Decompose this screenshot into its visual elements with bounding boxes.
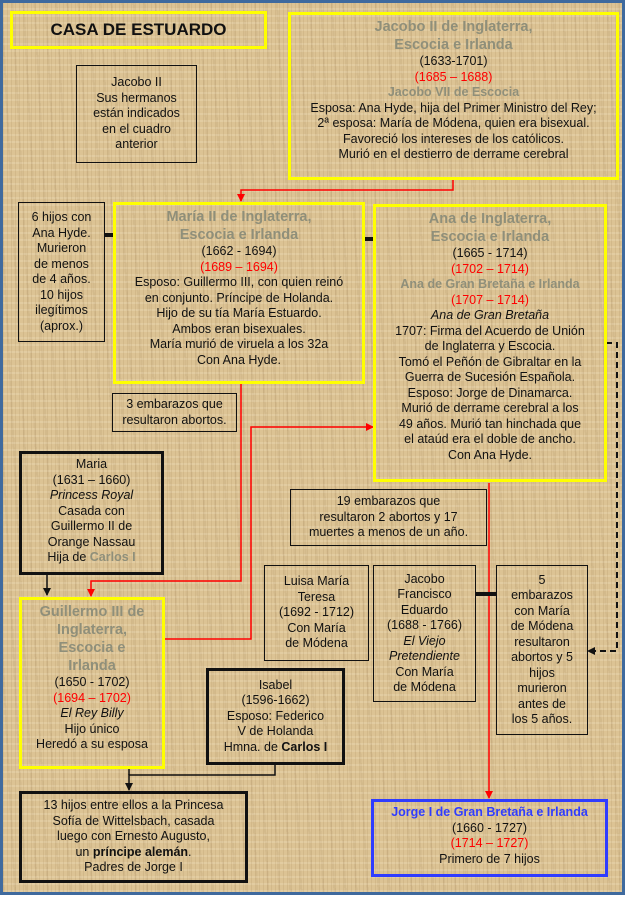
maria-princess-line1: Maria [75,457,108,471]
jacobo-ii-name: Jacobo II de Inglaterra, Escocia e Irlanda [374,19,533,53]
isabel-carlos: Carlos I [281,739,328,754]
maria-princess-padre: Carlos I [89,550,136,564]
jacobo-ii-life: (1633-1701) [419,54,488,68]
ana-reign: (1702 – 1714) [451,261,529,276]
jorge-i-text: Primero de 7 hijos [439,851,540,866]
sofia-principe: príncipe alemán [92,844,189,859]
page-title: CASA DE ESTUARDO [50,20,227,40]
isabel-box [206,668,345,765]
jacobo-ii-reign: (1685 – 1688) [414,69,493,84]
luisa-text: Luisa María Teresa (1692 - 1712) Con María de Módena [278,574,355,651]
note-jacobo-text: Jacobo II Sus hermanos están indicados en el cuadro anterior [93,75,180,152]
guillermo-iii-text: Hijo único Heredó a su esposa [36,721,148,751]
abortos-maria-box [112,393,237,432]
luisa-box [264,565,369,661]
maria-ii-name: María II de Inglaterra, Escocia e Irlanda [166,209,312,243]
maria-ii-reign: (1689 – 1694) [200,259,278,274]
maria-princess-box [19,451,164,575]
jacobo-francisco-text2: Con María de Módena [393,664,456,694]
isabel-hmna-line [224,740,328,756]
jacobo-francisco-box [373,565,476,702]
jacobo-francisco-text1: Jacobo Francisco Eduardo (1688 - 1766) [386,571,463,632]
jorge-i-life: (1660 - 1727) [451,820,528,835]
guillermo-iii-title: El Rey Billy [60,706,124,720]
embarazos-modena-text: 5 embarazos con María de Módena resultaron abortos y 5 hijos murieron antes de los 5 años. [510,572,574,726]
ana-title2-italic: Ana de Gran Bretaña [430,308,550,322]
isabel-text: Isabel (1596-1662) Esposo: Federico V de Holanda [226,677,325,739]
guillermo-iii-box [19,597,165,769]
jorge-i-name: Jorge I de Gran Bretaña e Irlanda [391,805,588,819]
maria-ii-life: (1662 - 1694) [201,244,277,258]
ana-box [373,204,607,482]
jacobo-ii-box [288,12,619,180]
sofia-punto: . [188,844,192,859]
abortos-maria-text: 3 embarazos que resultaron abortos. [122,397,227,427]
jorge-i-box [371,799,608,877]
sofia-text: 13 hijos entre ellos a la Princesa Sofía de Wittelsbach, casada luego con Ernesto Augusto, [43,798,224,844]
sofia-box [19,791,248,883]
line-jacobo-to-maria [241,180,453,201]
maria-ii-text: Esposo: Guillermo III, con quien reinó en conjunto. Príncipe de Holanda. Hijo de su tía María Estuardo. Ambos eran bisexuales. María murió de viruela a los 32a Con Ana Hyde. [134,275,344,367]
embarazos-ana-box [290,489,487,546]
ana-name: Ana de Inglaterra, Escocia e Irlanda [428,211,552,245]
maria-princess-text: Casada con Guillermo II de Orange Nassau [47,503,136,549]
isabel-hmna: Hmna. de [223,739,278,754]
jacobo-ii-text: Esposa: Ana Hyde, hija del Primer Ministro del Rey; 2ª esposa: María de Módena, quien era bisexual. Favoreció los intereses de los católicos. Murió en el destierro de derrame cerebral [310,100,597,161]
title-box [10,11,267,49]
note-jacobo-box [76,65,197,163]
maria-princess-title: Princess Royal [49,488,134,502]
maria-princess-hija: Hija de [47,550,87,564]
ana-reign2: (1707 – 1714) [451,292,529,307]
embarazos-ana-text: 19 embarazos que resultaron 2 abortos y 17 muertes a menos de un año. [308,494,469,540]
jorge-i-reign: (1714 – 1727) [450,836,529,850]
sofia-padres: Padres de Jorge I [84,860,183,875]
guillermo-iii-name: Guillermo III de Inglaterra, Escocia e Irlanda [39,604,145,674]
guillermo-iii-reign: (1694 – 1702) [53,690,131,705]
ana-text: 1707: Firma del Acuerdo de Unión de Inglaterra y Escocia. Tomó el Peñón de Gibraltar en la Guerra de Sucesión Española. Esposo: Jorge de Dinamarca. Murió de derrame cerebral a los 49 años. Murió tan hinchada que el ataúd era el doble de ancho. Con Ana Hyde. [395,323,585,462]
sofia-principe-line [75,845,191,861]
maria-princess-life: (1631 – 1660) [52,472,131,487]
maria-ii-box [113,202,365,384]
jacobo-ii-title2: Jacobo VII de Escocia [387,85,520,99]
maria-princess-hija-line [47,550,135,566]
sofia-un: un [75,844,90,859]
hijos-ana-hyde-box [18,202,105,342]
guillermo-iii-life: (1650 - 1702) [54,675,130,689]
embarazos-modena-box [496,565,588,735]
ana-life: (1665 - 1714) [452,246,528,260]
ana-title2: Ana de Gran Bretaña e Irlanda [400,277,580,291]
jacobo-francisco-title: El Viejo Pretendiente [389,633,460,663]
hijos-ana-hyde-text: 6 hijos con Ana Hyde. Murieron de menos de 4 años. 10 hijos ilegítimos (aprox.) [31,210,92,333]
